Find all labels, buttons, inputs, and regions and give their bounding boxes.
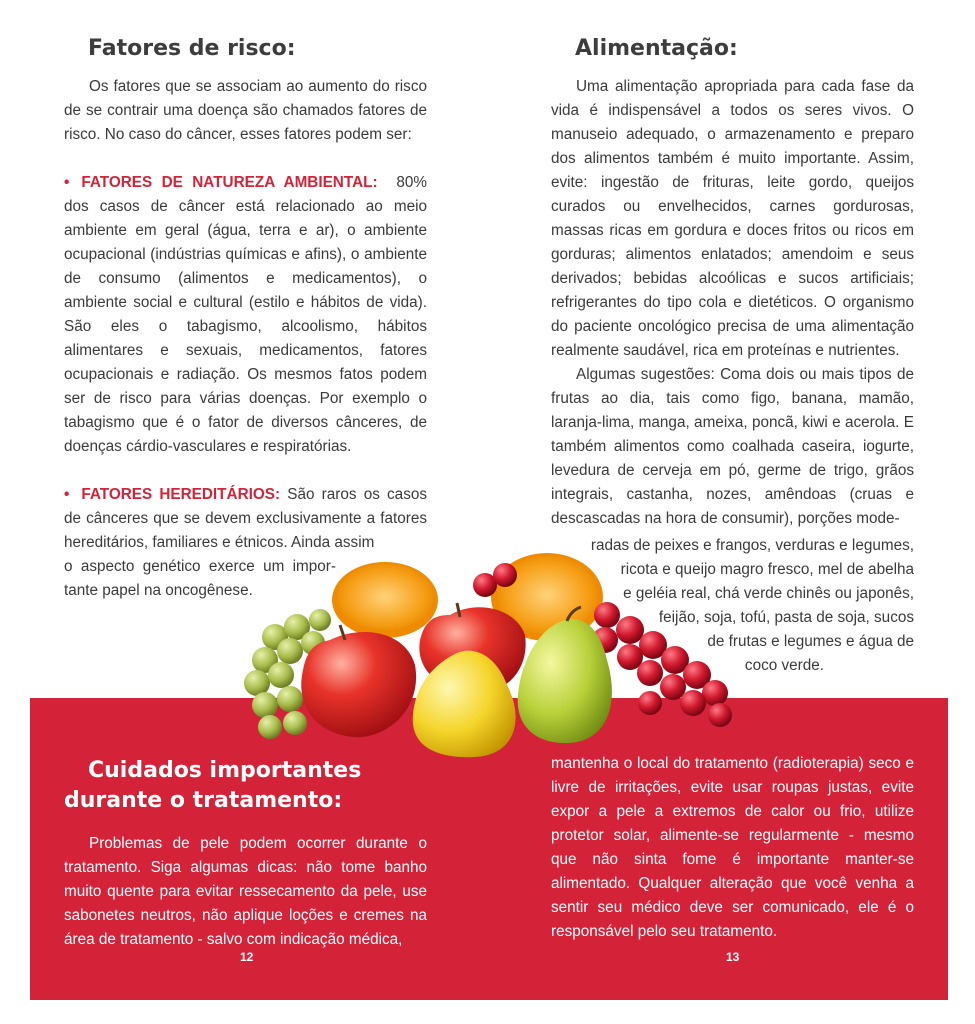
hereditary-text: São raros os casos de cânceres que se devem exclusivamente a fatores hereditários, familiares e étnicos. Ainda assim <box>64 486 427 551</box>
fruit-illustration <box>235 545 755 760</box>
care-continued <box>551 752 914 944</box>
nutrition-para-2: Algumas sugestões: Coma dois ou mais tipos de frutas ao dia, tais como figo, banana, mamão, laranja-lima, manga, ameixa, poncã, kiwi e acerola. E também alimentos como coalhada caseira, iogurte, levedura de cerveja em pó, germe de trigo, grãos integrais, castanha, nozes, amêndoas (cruas e descascadas na hora de consumir), porções mode- <box>551 366 914 527</box>
nutrition-tail-line: radas de peixes e frangos, verduras e legumes, <box>590 537 914 554</box>
care-section <box>64 756 427 952</box>
page-number-right: 13 <box>726 950 740 964</box>
orange-half-left <box>332 562 438 638</box>
left-column <box>64 36 427 603</box>
care-text-left: Problemas de pele podem ocorrer durante o tratamento. Siga algumas dicas: não tome banho muito quente para evitar ressecamento da pele, use sabonetes neutros, não aplique loções e cremes na área de tratamento - salvo com indicação médica, <box>64 835 427 948</box>
nutrition-tail-line: ricota e queijo magro fresco, mel de abelha <box>620 561 914 578</box>
page-number-left: 12 <box>240 950 254 964</box>
environmental-text: 80% dos casos de câncer está relacionado ao meio ambiente em geral (água, terra e ar), o ambiente ocupacional (indústrias químicas e afins), o ambiente de consumo (alimentos e medicamentos), o ambiente social e cultural (estilo e hábitos de vida). São eles o tabagismo, alcoolismo, hábitos alimentares e sexuais, medicamentos, fatores ocupacionais e radiação. Os mesmos fatos podem ser de risco para várias doenças. Por exemplo o tabagismo que é o fator de diversos cânceres, de doenças cárdio-vasculares e respiratórias. <box>64 174 428 455</box>
nutrition-para-1: Uma alimentação apropriada para cada fase da vida é indispensável a todos os seres vivos. O manuseio adequado, o armazenamento e preparo dos alimentos também é muito importante. Assim, evite: ingestão de frituras, leite gordo, queijos curados ou envelhecidos, carnes gordurosas, massas ricas em gordura e doces fritos ou ricos em gorduras; alimentos enlatados; amendoim e seus derivados; bebidas alcoólicas e sucos artificiais; refrigerantes do tipo cola e dietéticos. O organismo do paciente oncológico precisa de uma alimentação realmente saudável, rica em proteínas e nutrientes. <box>551 78 914 359</box>
hereditary-line: tante papel na oncogênese. <box>64 582 253 599</box>
hereditary-label: FATORES HEREDITÁRIOS: <box>81 486 281 503</box>
nutrition-tail-line: feijão, soja, tofú, pasta de soja, sucos <box>658 609 914 626</box>
right-column <box>551 36 914 531</box>
bullet-icon: • <box>64 486 70 503</box>
environmental-label: FATORES DE NATUREZA AMBIENTAL: <box>81 174 378 191</box>
nutrition-tail-line: coco verde. <box>744 657 824 674</box>
care-text-right: mantenha o local do tratamento (radioterapia) seco e livre de irritações, evite usar roupas justas, evite expor a pele a extremos de calor ou frio, utilize protetor solar, alimente-se regularmente - mesmo que não sinta fome é importante manter-se alimentado. Qualquer alteração que você venha a sentir seu médico deve ser comunicado, ele é o responsável pelo seu tratamento. <box>551 755 914 940</box>
bullet-icon: • <box>64 174 70 191</box>
hereditary-line: o aspecto genético exerce um impor- <box>64 558 336 575</box>
risk-intro: Os fatores que se associam ao aumento do risco de se contrair uma doença são chamados fatores de risco. No caso do câncer, esses fatores podem ser: <box>64 78 427 143</box>
nutrition-tail-line: de frutas e legumes e água de <box>707 633 914 650</box>
environmental-factors-item <box>64 171 427 459</box>
care-title: Cuidados importantes durante o tratamento: <box>64 758 362 813</box>
nutrition-tail-line: e geléia real, chá verde chinês ou japonês, <box>623 585 914 602</box>
risk-factors-title: Fatores de risco: <box>88 36 296 61</box>
nutrition-title: Alimentação: <box>575 36 738 61</box>
